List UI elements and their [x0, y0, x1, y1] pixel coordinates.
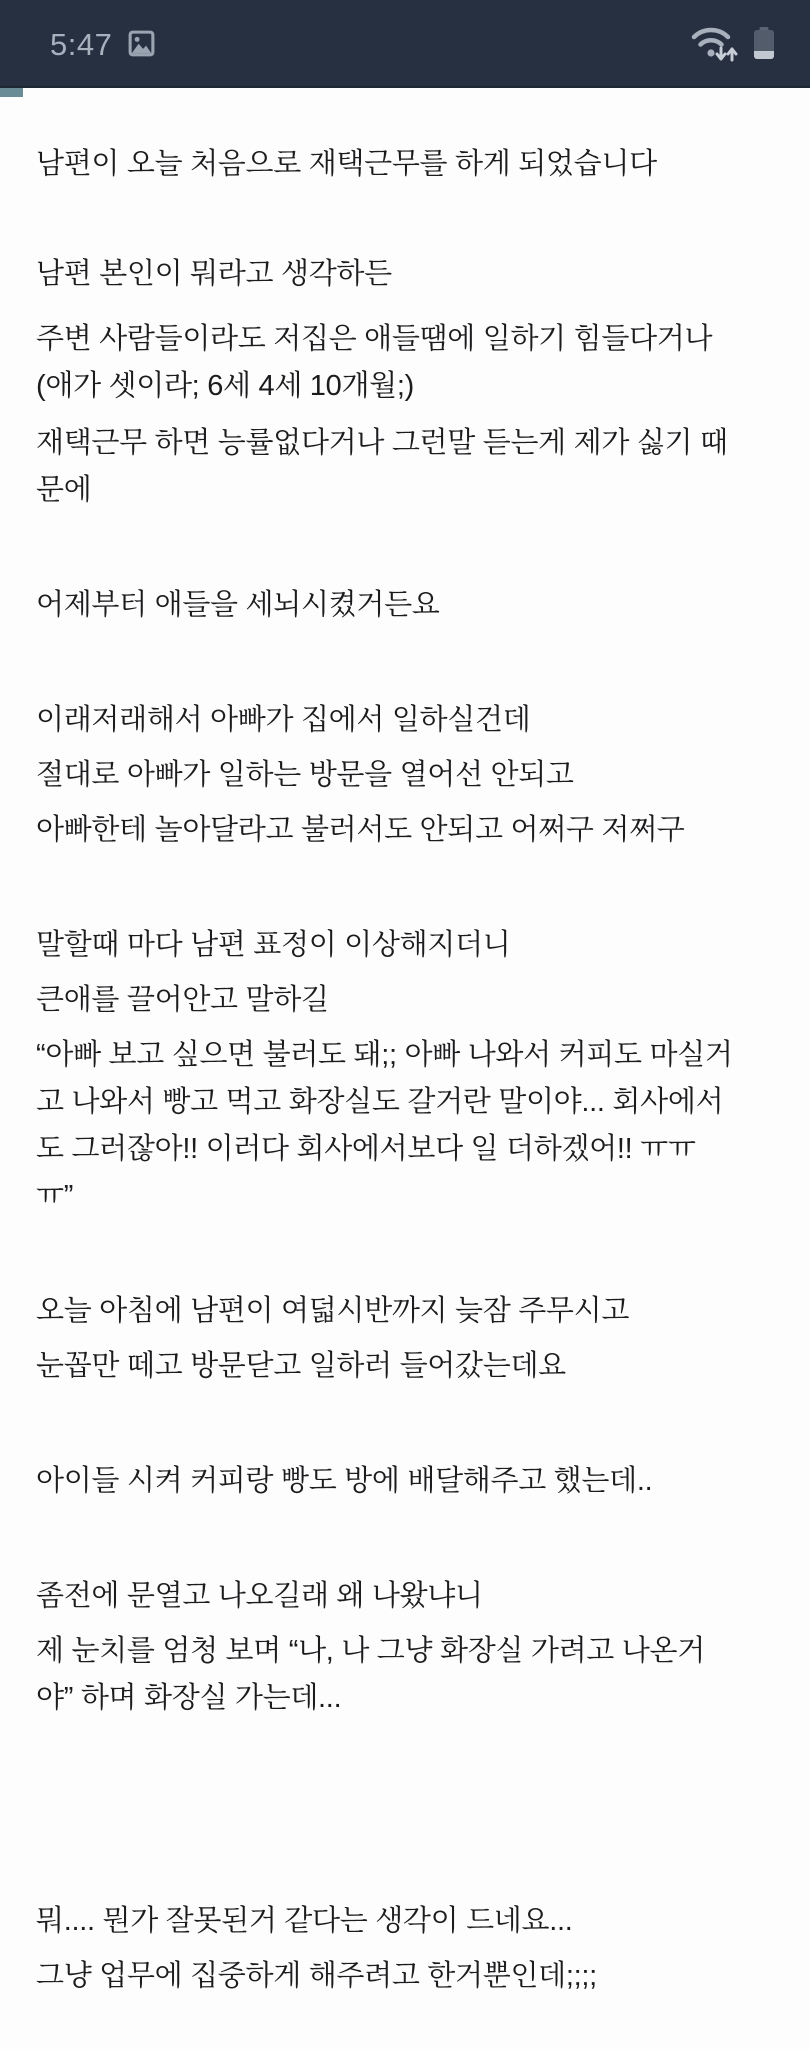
- battery-icon: [754, 27, 774, 59]
- post-line: 눈꼽만 떼고 방문닫고 일하러 들어갔는데요: [36, 1350, 566, 1382]
- post-line: 주변 사람들이라도 저집은 애들땜에 일하기 힘들다거나: [36, 323, 713, 355]
- post-line: 야” 하며 화장실 가는데...: [36, 1682, 342, 1714]
- post-line: 아빠한테 놀아달라고 불러서도 안되고 어쩌구 저쩌구: [36, 814, 685, 846]
- post-line: “아빠 보고 싶으면 불러도 돼;; 아빠 나와서 커피도 마실거: [36, 1039, 733, 1071]
- post-line: 고 나와서 빵고 먹고 화장실도 갈거란 말이야... 회사에서: [36, 1086, 724, 1118]
- status-bar-right: [690, 22, 774, 64]
- post-line: 남편이 오늘 처음으로 재택근무를 하게 되었습니다: [36, 148, 657, 180]
- post-line: 좀전에 문열고 나오길래 왜 나왔냐니: [36, 1580, 483, 1612]
- post-line: 재택근무 하면 능률없다거나 그런말 듣는게 제가 싫기 때: [36, 427, 728, 459]
- post-line: 큰애를 끌어안고 말하길: [36, 984, 329, 1016]
- post-line: 문에: [36, 474, 92, 506]
- post-line: 절대로 아빠가 일하는 방문을 열어선 안되고: [36, 759, 574, 791]
- wifi-icon: [690, 22, 740, 64]
- post-line: 어제부터 애들을 세뇌시켰거든요: [36, 589, 440, 621]
- status-bar-left: [50, 27, 157, 60]
- post-line: 오늘 아침에 남편이 여덟시반까지 늦잠 주무시고: [36, 1295, 630, 1327]
- post-line: (애가 셋이라; 6세 4세 10개월;): [36, 370, 414, 402]
- post-line: 도 그러잖아!! 이러다 회사에서보다 일 더하겠어!! ㅠㅠ: [36, 1133, 696, 1165]
- post-line: 아이들 시켜 커피랑 빵도 방에 배달해주고 했는데..: [36, 1465, 653, 1497]
- post-line: 뭐.... 뭔가 잘못된거 같다는 생각이 드네요...: [36, 1905, 573, 1937]
- scroll-indicator: [0, 88, 23, 97]
- status-bar: [0, 0, 810, 88]
- post-line: 그냥 업무에 집중하게 해주려고 한거뿐인데;;;;: [36, 1960, 597, 1992]
- gallery-icon: [126, 28, 157, 59]
- status-time: 5:47: [50, 26, 113, 62]
- post-line: ㅠ”: [36, 1180, 74, 1212]
- post-line: 말할때 마다 남편 표정이 이상해지더니: [36, 929, 511, 961]
- post-content: [0, 88, 810, 2000]
- post-line: 이래저래해서 아빠가 집에서 일하실건데: [36, 704, 531, 736]
- post-line: 남편 본인이 뭐라고 생각하든: [36, 258, 392, 290]
- post-line: 제 눈치를 엄청 보며 “나, 나 그냥 화장실 가려고 나온거: [36, 1635, 705, 1667]
